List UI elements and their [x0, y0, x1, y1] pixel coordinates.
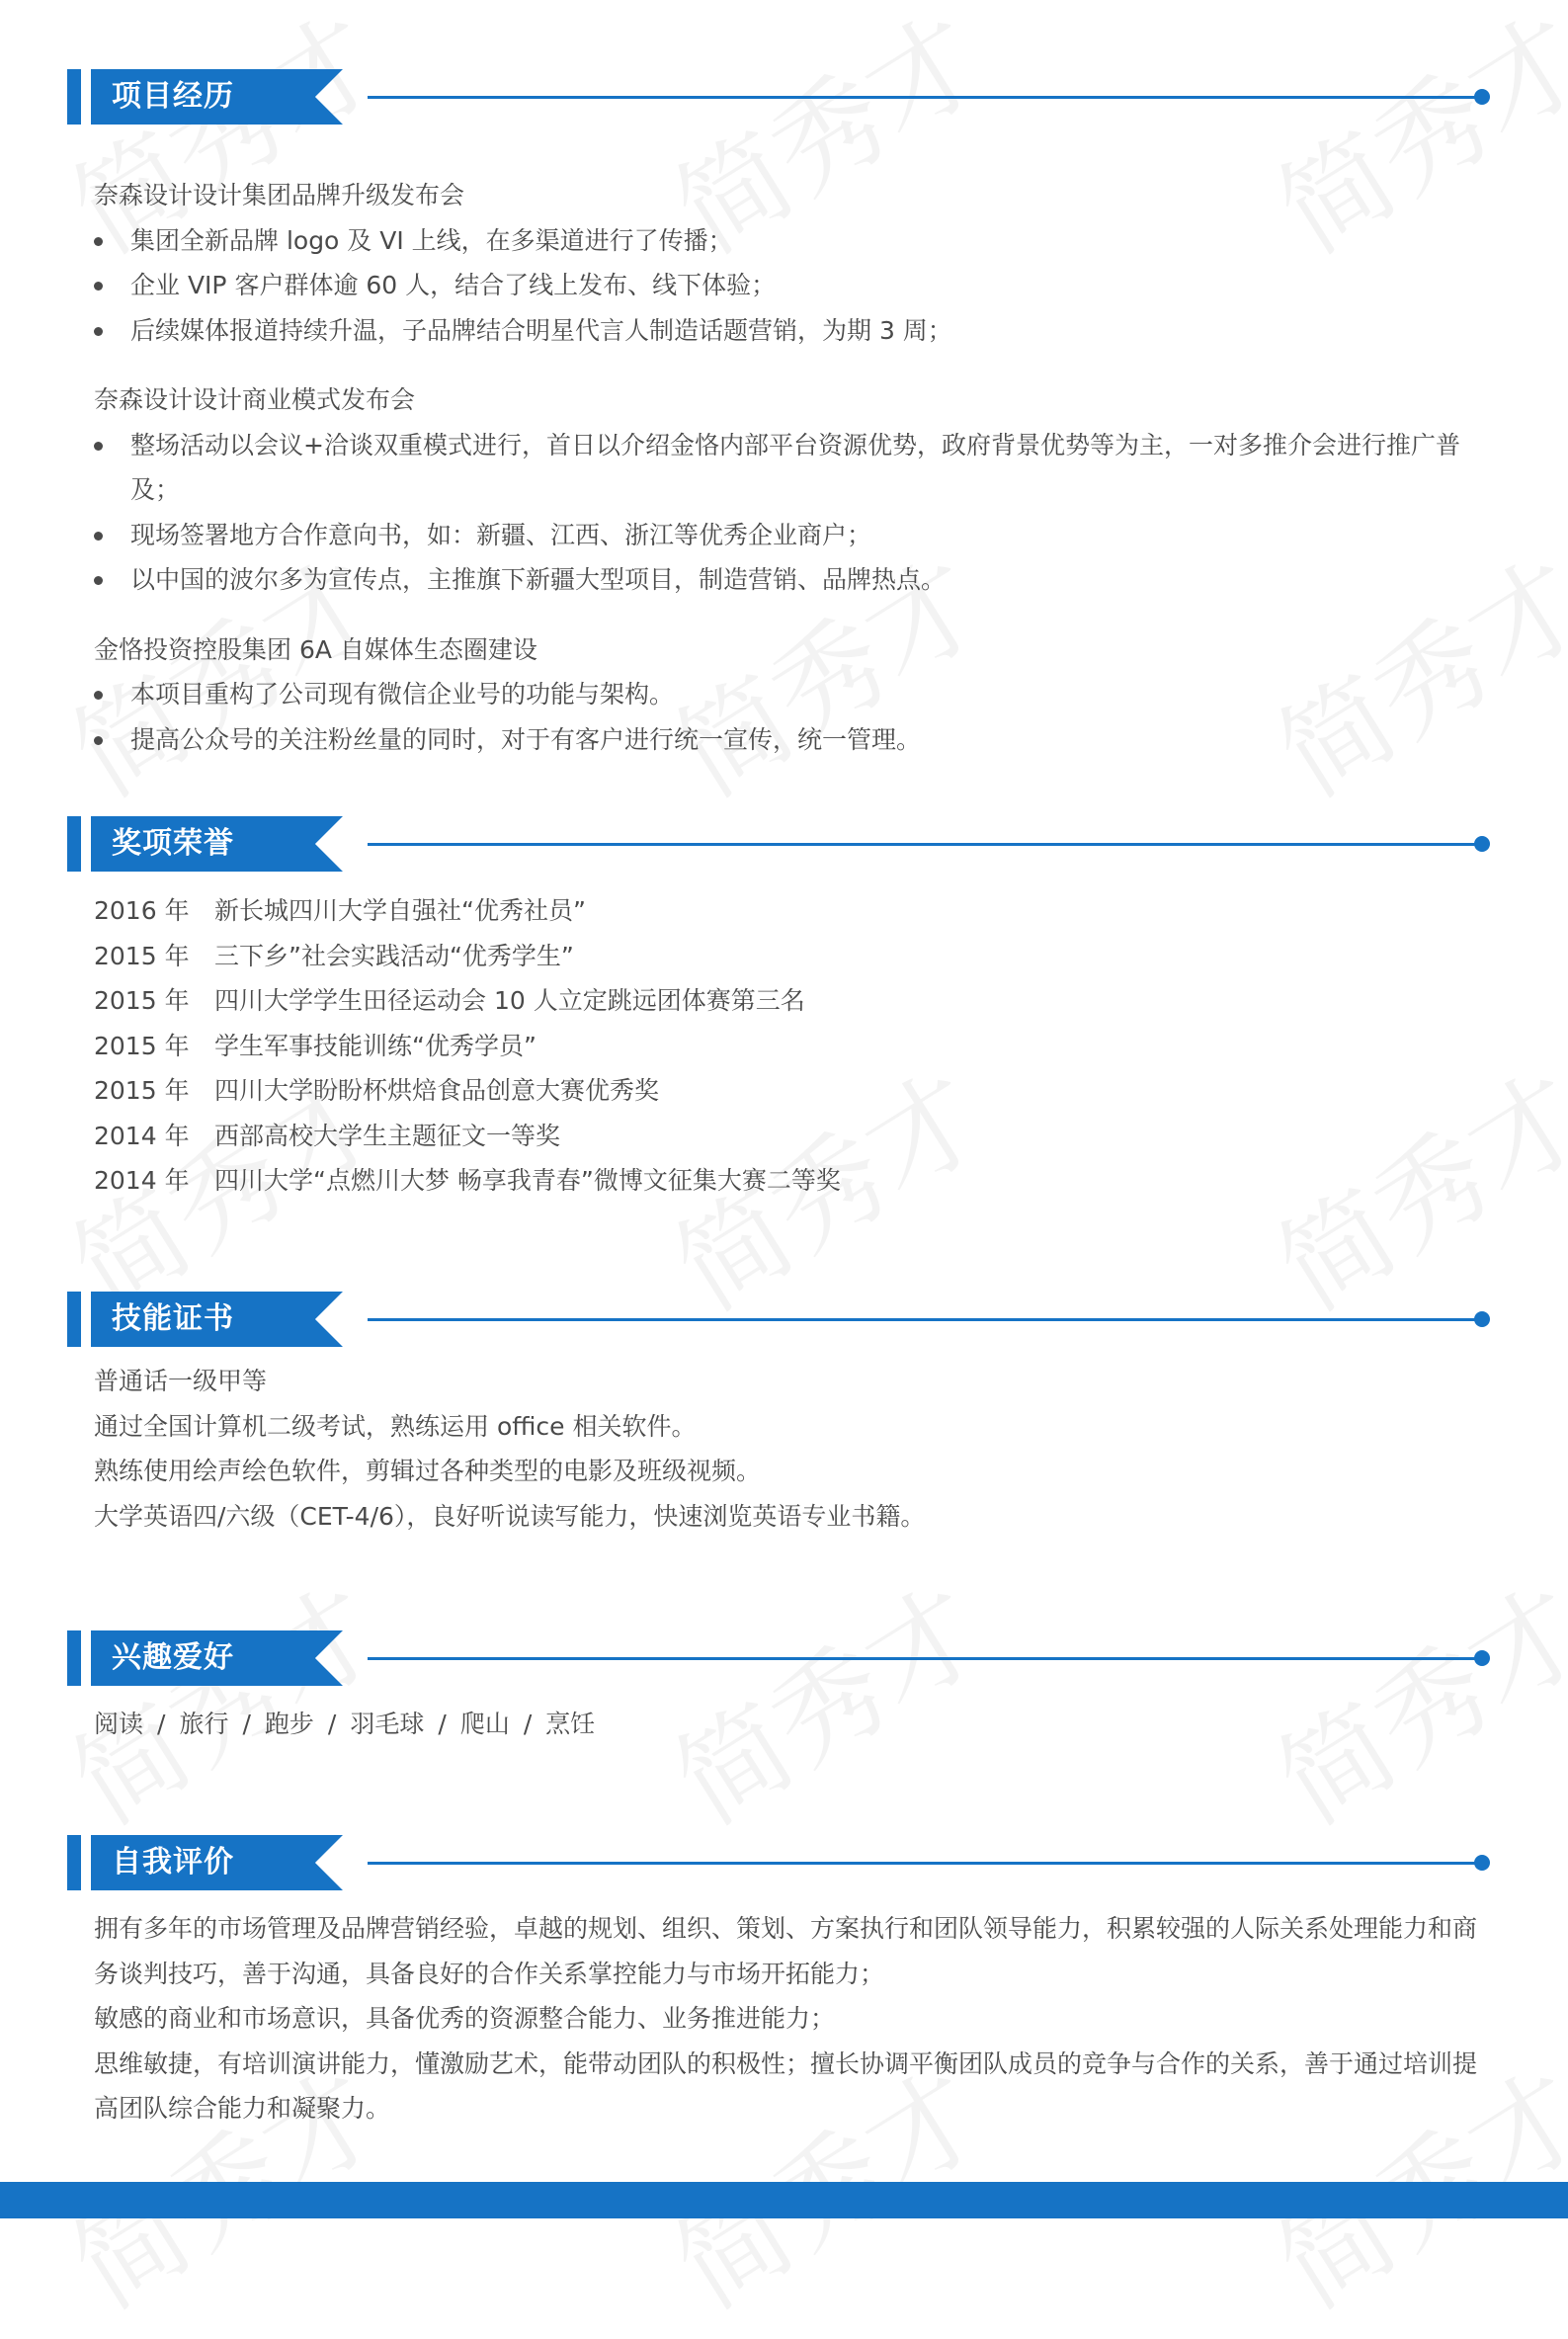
bullet-dot-icon — [94, 442, 103, 451]
award-text: 四川大学学生田径运动会 10 人立定跳远团体赛第三名 — [214, 986, 805, 1015]
header-end-dot — [1474, 1855, 1490, 1871]
section-title: 兴趣爱好 — [112, 1640, 234, 1675]
projects-body — [94, 173, 1479, 762]
bullet-item — [94, 308, 1479, 354]
hobby-separator: / — [242, 1710, 251, 1738]
award-year: 2014 年 — [94, 1166, 190, 1195]
section-title: 自我评价 — [112, 1845, 234, 1880]
section-self-evaluation — [0, 1835, 1568, 2131]
self-eval-body — [94, 1906, 1479, 2131]
award-row — [94, 1024, 1479, 1069]
skills-body — [94, 1359, 1479, 1539]
section-header — [0, 69, 1568, 125]
awards-body — [94, 888, 1479, 1204]
hobby-item: 烹饪 — [545, 1710, 596, 1738]
bullet-item — [94, 513, 1479, 558]
award-text: 新长城四川大学自强社“优秀社员” — [214, 896, 586, 925]
bullet-text: 整场活动以会议+洽谈双重模式进行，首日以介绍金恪内部平台资源优势，政府背景优势等为主，一对多推介会进行推广普及； — [130, 430, 1460, 504]
bullet-item — [94, 557, 1479, 603]
bullet-item — [94, 263, 1479, 308]
project-title: 奈森设计设计商业模式发布会 — [94, 385, 416, 414]
section-title: 项目经历 — [112, 79, 234, 114]
bullet-text: 现场签署地方合作意向书，如：新疆、江西、浙江等优秀企业商户； — [130, 520, 872, 549]
award-year: 2015 年 — [94, 1031, 190, 1060]
hobbies-body — [94, 1702, 1479, 1747]
bullet-text: 提高公众号的关注粉丝量的同时，对于有客户进行统一宣传，统一管理。 — [130, 724, 922, 754]
header-divider-line — [368, 843, 1480, 846]
award-text: 四川大学盼盼杯烘焙食品创意大赛优秀奖 — [214, 1076, 660, 1105]
header-accent-bar — [67, 1835, 81, 1890]
bullet-text: 集团全新品牌 logo 及 VI 上线，在多渠道进行了传播； — [130, 225, 733, 255]
bullet-dot-icon — [94, 691, 103, 700]
bullet-dot-icon — [94, 576, 103, 585]
award-row — [94, 934, 1479, 979]
project-title: 奈森设计设计集团品牌升级发布会 — [94, 181, 465, 209]
section-header — [0, 1292, 1568, 1347]
award-year: 2015 年 — [94, 1076, 190, 1105]
hobby-item: 跑步 — [264, 1710, 314, 1738]
hobby-item: 阅读 — [94, 1710, 144, 1738]
award-text: 三下乡”社会实践活动“优秀学生” — [214, 941, 574, 970]
award-year: 2015 年 — [94, 986, 190, 1015]
header-divider-line — [368, 1657, 1480, 1660]
project-item — [94, 377, 1479, 603]
hobby-item: 羽毛球 — [350, 1710, 425, 1738]
skill-line: 通过全国计算机二级考试，熟练运用 office 相关软件。 — [94, 1411, 697, 1441]
project-bullets — [94, 218, 1479, 354]
header-accent-bar — [67, 816, 81, 872]
header-divider-line — [368, 1862, 1480, 1865]
hobby-separator: / — [438, 1710, 447, 1738]
section-awards — [0, 816, 1568, 1204]
header-accent-bar — [67, 69, 81, 125]
bullet-dot-icon — [94, 327, 103, 336]
header-end-dot — [1474, 1650, 1490, 1666]
section-header — [0, 816, 1568, 872]
section-projects — [0, 69, 1568, 762]
project-bullets — [94, 423, 1479, 603]
project-item — [94, 173, 1479, 353]
project-bullets — [94, 672, 1479, 762]
project-item — [94, 627, 1479, 763]
hobby-separator: / — [523, 1710, 533, 1738]
skill-line: 大学英语四/六级（CET-4/6），良好听说读写能力，快速浏览英语专业书籍。 — [94, 1501, 926, 1531]
section-skills — [0, 1292, 1568, 1539]
hobby-item: 旅行 — [179, 1710, 229, 1738]
award-row — [94, 1068, 1479, 1114]
hobby-separator: / — [327, 1710, 337, 1738]
section-header — [0, 1630, 1568, 1686]
bullet-text: 后续媒体报道持续升温，子品牌结合明星代言人制造话题营销，为期 3 周； — [130, 315, 952, 345]
skill-line: 熟练使用绘声绘色软件，剪辑过各种类型的电影及班级视频。 — [94, 1457, 762, 1485]
footer-bar — [0, 2182, 1568, 2218]
section-hobbies — [0, 1630, 1568, 1747]
bullet-item — [94, 717, 1479, 763]
bullet-item — [94, 423, 1479, 513]
bullet-dot-icon — [94, 237, 103, 246]
award-row — [94, 888, 1479, 934]
header-divider-line — [368, 96, 1480, 99]
bullet-item — [94, 672, 1479, 717]
bullet-text: 企业 VIP 客户群体逾 60 人，结合了线上发布、线下体验； — [130, 271, 777, 299]
header-end-dot — [1474, 836, 1490, 852]
project-title: 金恪投资控股集团 6A 自媒体生态圈建设 — [94, 634, 537, 664]
hobby-item: 爬山 — [459, 1710, 510, 1738]
header-divider-line — [368, 1318, 1480, 1321]
award-text: 学生军事技能训练“优秀学员” — [214, 1031, 536, 1060]
bullet-dot-icon — [94, 736, 103, 745]
bullet-dot-icon — [94, 282, 103, 291]
section-title: 技能证书 — [112, 1301, 234, 1336]
award-year: 2014 年 — [94, 1121, 190, 1150]
bullet-item — [94, 218, 1479, 264]
header-accent-bar — [67, 1630, 81, 1686]
award-text: 西部高校大学生主题征文一等奖 — [214, 1121, 561, 1150]
award-row — [94, 1114, 1479, 1159]
section-header — [0, 1835, 1568, 1890]
bullet-text: 以中国的波尔多为宣传点，主推旗下新疆大型项目，制造营销、品牌热点。 — [130, 565, 947, 594]
skill-line: 普通话一级甲等 — [94, 1367, 268, 1395]
award-year: 2016 年 — [94, 896, 190, 925]
award-row — [94, 1158, 1479, 1204]
award-text: 四川大学“点燃川大梦 畅享我青春”微博文征集大赛二等奖 — [214, 1166, 841, 1195]
self-eval-paragraph: 拥有多年的市场管理及品牌营销经验，卓越的规划、组织、策划、方案执行和团队领导能力，积累较强的人际关系处理能力和商务谈判技巧，善于沟通，具备良好的合作关系掌控能力与市场开拓能力； — [94, 1914, 1478, 1988]
header-end-dot — [1474, 89, 1490, 105]
award-year: 2015 年 — [94, 941, 190, 970]
header-accent-bar — [67, 1292, 81, 1347]
self-eval-paragraph: 敏感的商业和市场意识，具备优秀的资源整合能力、业务推进能力； — [94, 2004, 836, 2033]
bullet-text: 本项目重构了公司现有微信企业号的功能与架构。 — [130, 680, 675, 709]
section-title: 奖项荣誉 — [112, 826, 234, 861]
award-row — [94, 978, 1479, 1024]
header-end-dot — [1474, 1311, 1490, 1327]
bullet-dot-icon — [94, 532, 103, 541]
self-eval-paragraph: 思维敏捷，有培训演讲能力，懂激励艺术，能带动团队的积极性；擅长协调平衡团队成员的竞争与合作的关系，善于通过培训提高团队综合能力和凝聚力。 — [94, 2048, 1478, 2123]
hobby-separator: / — [157, 1710, 166, 1738]
